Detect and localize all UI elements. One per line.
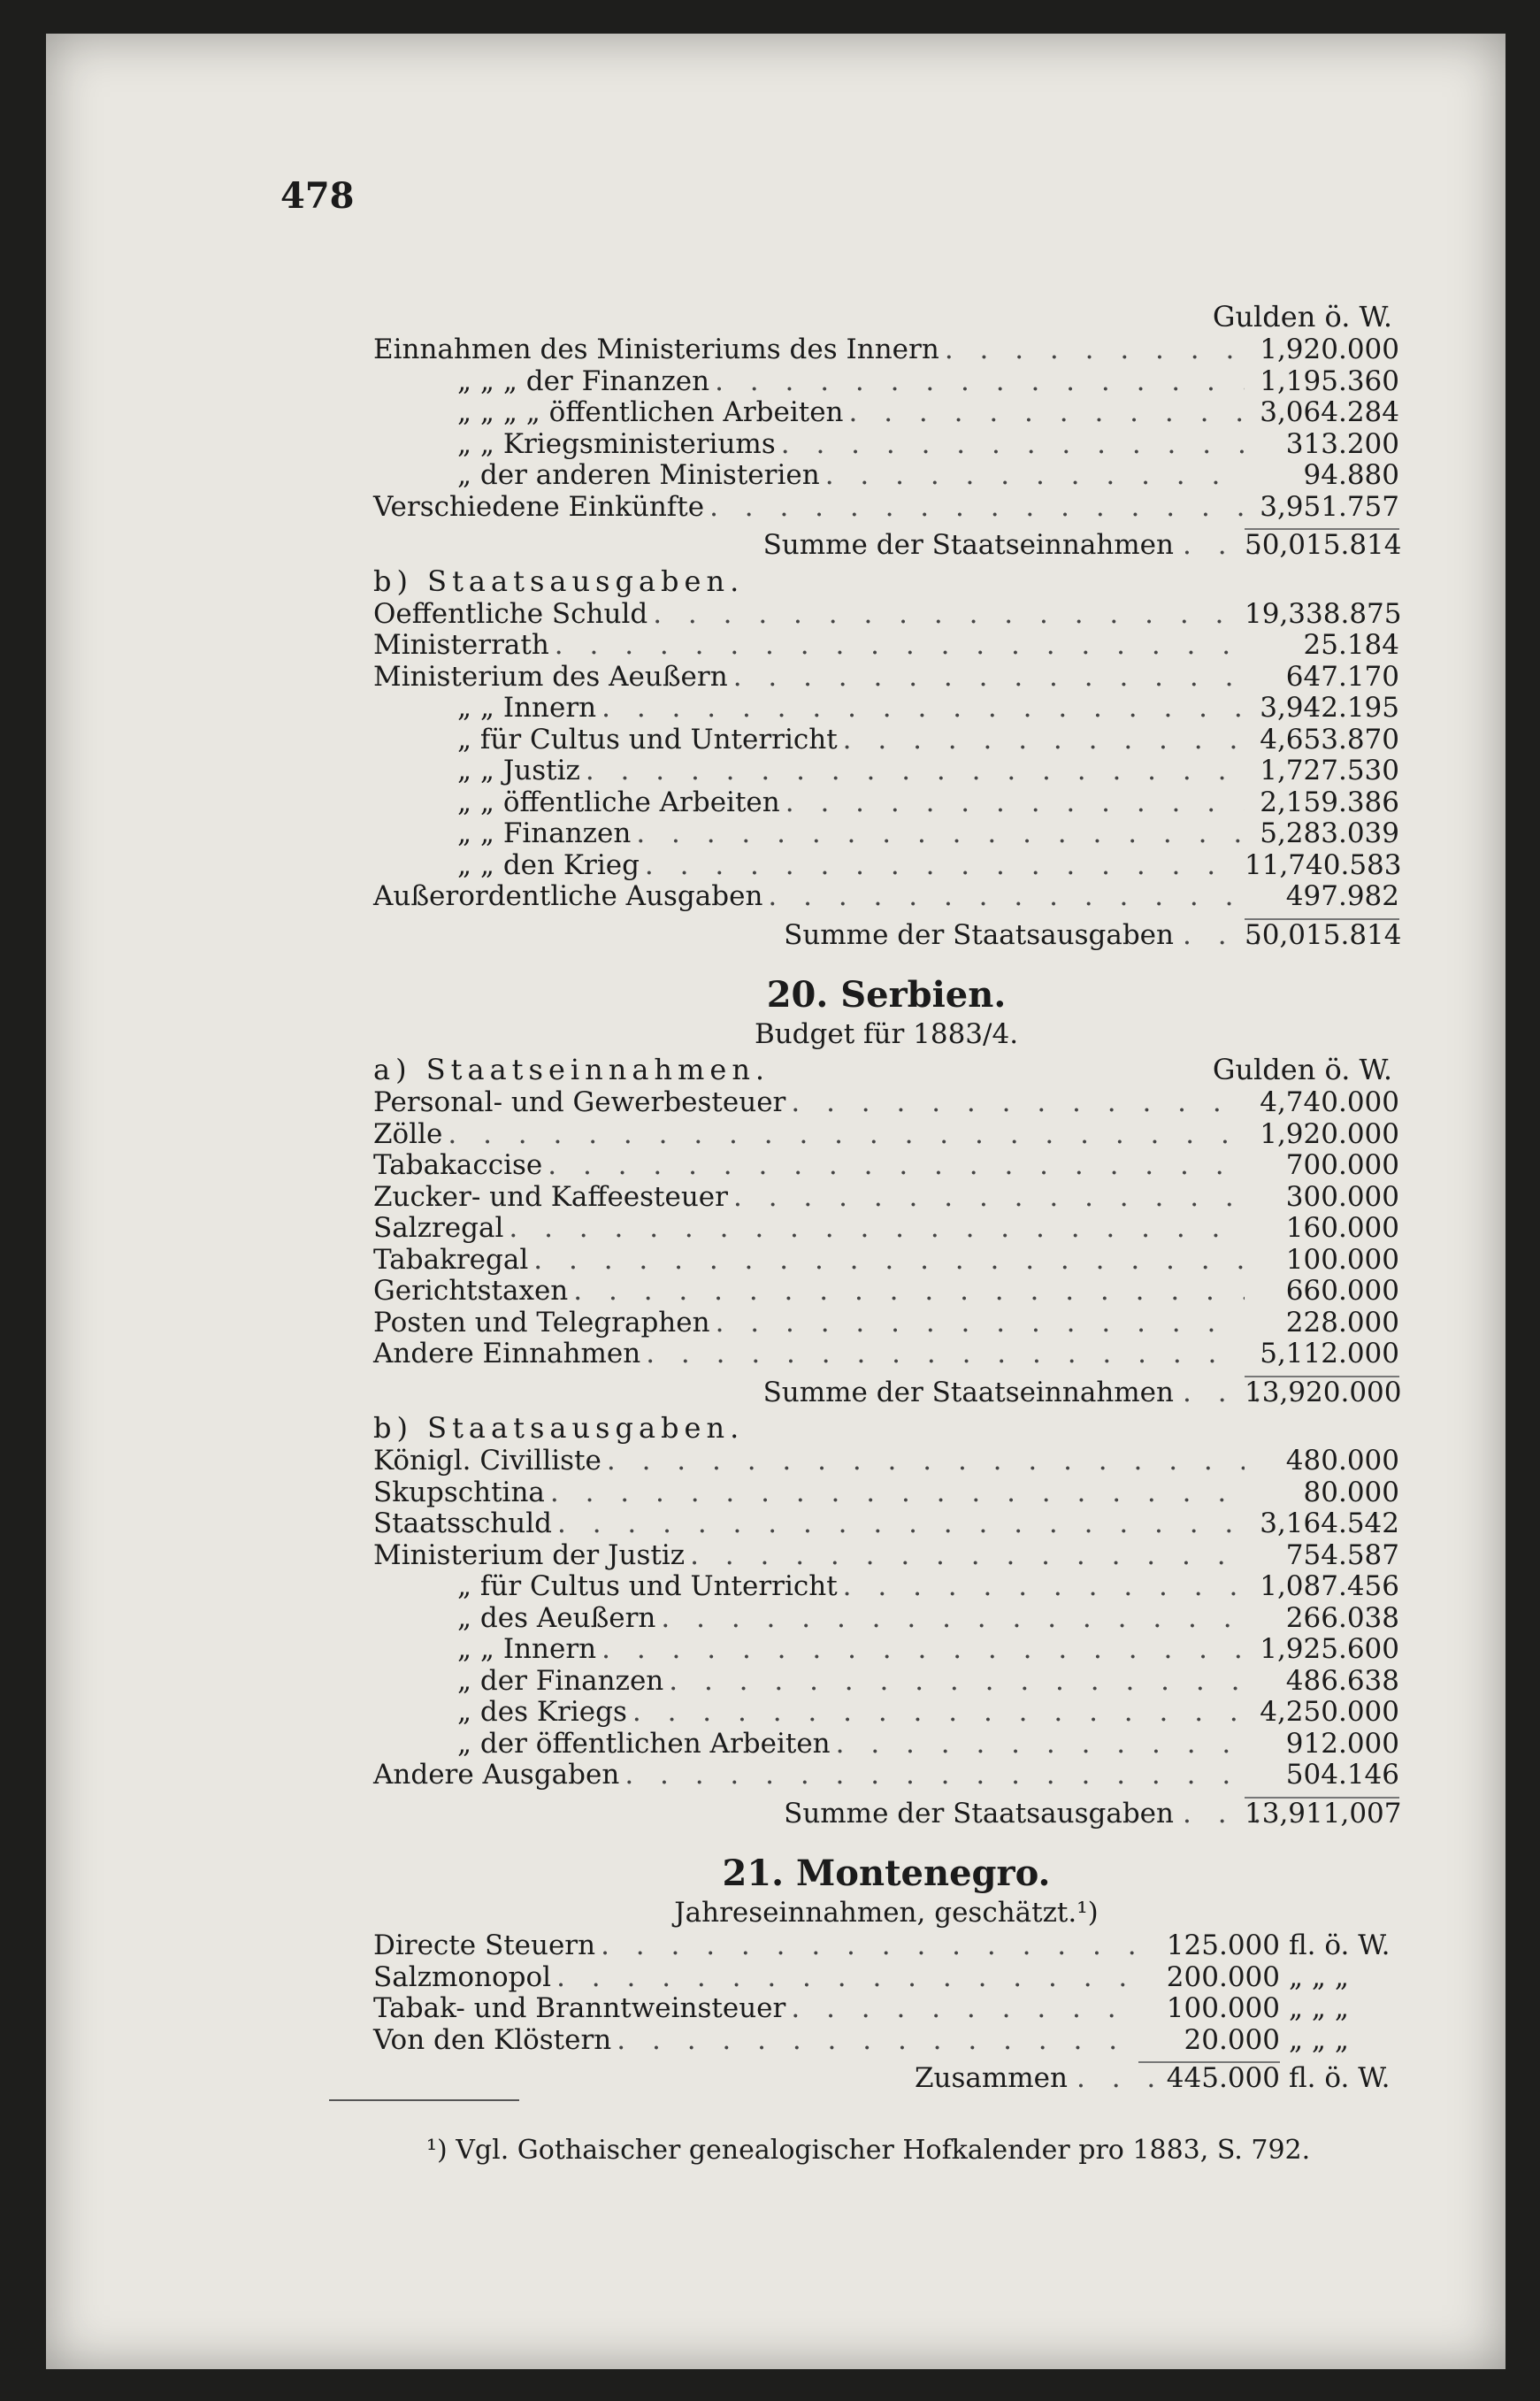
leader-dots (820, 460, 1245, 492)
sum-label: Summe der Staatsausgaben (784, 1797, 1174, 1830)
row-value: 266.038 (1285, 1601, 1399, 1634)
leader-dots (762, 881, 1245, 913)
sum-label: Summe der Staatsausgaben (784, 918, 1174, 951)
table-row (373, 630, 1399, 662)
table-row (373, 1119, 1399, 1151)
leader-dots (596, 1634, 1245, 1666)
leader-dots (549, 630, 1245, 662)
row-value: 5,283.039 (1260, 817, 1399, 849)
serbia-expense-list (373, 1446, 1399, 1791)
leader-dots (627, 1697, 1245, 1729)
leader-dots: . . . (1183, 918, 1271, 951)
row-value: 5,112.000 (1260, 1338, 1399, 1369)
leader-dots (785, 1993, 1138, 2025)
table-row (373, 397, 1399, 429)
scanned-page (46, 34, 1506, 2369)
table-row (373, 1150, 1399, 1182)
page-content (373, 299, 1402, 2094)
row-value: 3,951.757 (1260, 490, 1399, 523)
table-row (373, 1993, 1399, 2025)
leader-dots (611, 2025, 1138, 2057)
row-value: 100.000 (1285, 1243, 1399, 1276)
row-value: 11,740.583 (1245, 848, 1402, 881)
row-label: Ministerium der Justiz (373, 1538, 686, 1571)
table-row (373, 366, 1399, 398)
row-label: Außerordentliche Ausgaben (373, 880, 763, 912)
table-row (373, 1634, 1399, 1666)
leader-dots (545, 1477, 1245, 1509)
row-value: 100.000 (1166, 1992, 1280, 2024)
leader-dots (631, 818, 1245, 850)
leader-dots (831, 1729, 1245, 1760)
table-row (373, 2025, 1399, 2057)
serbia-heading: 20. Serbien. (766, 974, 1007, 1016)
table-row (373, 1087, 1399, 1119)
serbia-income-header (373, 1052, 1399, 1087)
row-value: 160.000 (1285, 1212, 1399, 1244)
row-label: „ für Cultus und Unterricht (457, 1570, 838, 1602)
row-label: „ „ Kriegsministeriums (457, 427, 776, 460)
row-label: Tabakregal (373, 1243, 529, 1276)
montenegro-heading: 21. Montenegro. (722, 1853, 1051, 1894)
table-row (373, 818, 1399, 850)
sum-label: Summe der Staatseinnahmen (762, 1376, 1174, 1408)
table-row (373, 1213, 1399, 1245)
table-row (373, 662, 1399, 694)
row-label: „ der öffentlichen Arbeiten (457, 1727, 831, 1760)
row-label: Ministerium des Aeußern (373, 660, 728, 693)
table-row (373, 725, 1399, 756)
row-value: 125.000 (1166, 1929, 1280, 1961)
row-value: 1,195.360 (1260, 364, 1399, 397)
leader-dots (710, 1308, 1245, 1339)
serbia-expense-sum-row (373, 1797, 1402, 1830)
row-label: Directe Steuern (373, 1929, 596, 1961)
top-expense-title: b) Staatsausgaben. (373, 564, 745, 598)
table-row (373, 597, 1402, 631)
leader-dots (442, 1119, 1245, 1151)
row-label: Staatsschuld (373, 1507, 552, 1539)
leader-dots (647, 599, 1245, 631)
leader-dots (601, 1446, 1245, 1477)
row-label: „ „ den Krieg (457, 848, 640, 881)
leader-dots (551, 1962, 1138, 1994)
leader-dots (844, 397, 1245, 429)
footnote-rule (329, 2099, 519, 2101)
row-value: 1,925.600 (1260, 1633, 1399, 1665)
row-value: 1,920.000 (1260, 1117, 1399, 1150)
row-label: Salzregal (373, 1212, 504, 1244)
total-label: Zusammen (915, 2062, 1068, 2094)
row-label: „ „ Innern (457, 1633, 597, 1665)
leader-dots (728, 1182, 1245, 1214)
leader-dots (838, 725, 1245, 756)
montenegro-list (373, 1930, 1399, 2056)
table-row (373, 429, 1399, 461)
leader-dots (780, 787, 1245, 819)
table-row (373, 1729, 1399, 1760)
row-unit: „ „ „ (1289, 1992, 1349, 2024)
leader-dots (528, 1245, 1245, 1277)
row-value: 94.880 (1303, 459, 1399, 491)
leader-dots (709, 366, 1245, 398)
row-label: Zucker- und Kaffeesteuer (373, 1180, 728, 1213)
row-value: 486.638 (1285, 1664, 1399, 1697)
table-row (373, 1760, 1399, 1791)
leader-dots (596, 693, 1245, 725)
leader-dots (552, 1508, 1245, 1540)
leader-dots (704, 492, 1245, 524)
leader-dots (685, 1540, 1245, 1572)
table-row (373, 1446, 1399, 1477)
row-value: 3,942.195 (1260, 692, 1399, 724)
leader-dots (776, 429, 1245, 461)
sum-value: 13,920.000 (1245, 1376, 1402, 1408)
leader-dots (568, 1276, 1245, 1308)
row-label: Verschiedene Einkünfte (373, 490, 705, 523)
row-value: 504.146 (1285, 1759, 1399, 1791)
row-value: 80.000 (1303, 1476, 1399, 1508)
row-value: 912.000 (1285, 1727, 1399, 1760)
leader-dots (785, 1087, 1245, 1119)
top-expense-sum-row (373, 918, 1402, 951)
table-row (373, 460, 1399, 492)
row-label: Personal- und Gewerbesteuer (373, 1086, 786, 1118)
serbia-subheading: Budget für 1883/4. (754, 1018, 1019, 1050)
leader-dots (640, 1339, 1245, 1370)
table-row (373, 787, 1399, 819)
montenegro-total-row (373, 2061, 1399, 2093)
table-row (373, 881, 1399, 913)
leader-dots (503, 1213, 1245, 1245)
row-value: 1,727.530 (1260, 755, 1399, 786)
row-value: 4,653.870 (1260, 723, 1399, 756)
row-value: 1,087.456 (1260, 1570, 1399, 1602)
row-value: 754.587 (1285, 1538, 1399, 1571)
table-row (373, 1182, 1399, 1214)
row-value: 228.000 (1285, 1306, 1399, 1339)
row-label: Posten und Telegraphen (373, 1306, 710, 1339)
table-row (373, 1666, 1399, 1698)
row-label: „ des Kriegs (457, 1696, 627, 1728)
table-row (373, 334, 1399, 366)
serbia-income-sum-row (373, 1376, 1402, 1408)
row-label: „ „ öffentliche Arbeiten (457, 786, 780, 818)
leader-dots (838, 1571, 1245, 1603)
row-value: 4,740.000 (1260, 1086, 1399, 1118)
row-value: 2,159.386 (1260, 786, 1399, 818)
leader-dots (595, 1930, 1138, 1962)
row-unit: „ „ „ (1289, 1960, 1349, 1993)
table-row (373, 1508, 1399, 1540)
sum-value: 50,015.814 (1245, 918, 1402, 951)
leader-dots (663, 1666, 1245, 1698)
row-value: 480.000 (1285, 1445, 1399, 1477)
page-number: 478 (280, 175, 355, 217)
row-label: Königl. Civilliste (373, 1445, 601, 1477)
leader-dots (728, 662, 1245, 694)
row-label: Einnahmen des Ministeriums des Innern (373, 334, 939, 365)
row-label: „ der anderen Ministerien (457, 459, 820, 491)
table-row (373, 492, 1399, 524)
row-label: Gerichtstaxen (373, 1275, 569, 1307)
serbia-income-list (373, 1087, 1399, 1370)
leader-dots: . . . (1076, 2062, 1165, 2094)
row-value: 20.000 (1184, 2023, 1280, 2056)
top-expense-list (373, 597, 1402, 913)
leader-dots (939, 334, 1245, 366)
row-label: Skupschtina (373, 1476, 545, 1508)
top-income-sum-row (373, 528, 1402, 561)
row-label: Ministerrath (373, 629, 549, 661)
table-row (373, 1603, 1399, 1635)
leader-dots: . . . (1183, 1376, 1271, 1408)
table-row (373, 1962, 1399, 1994)
row-label: Andere Ausgaben (373, 1759, 620, 1791)
leader-dots (640, 850, 1245, 882)
row-label: Von den Klöstern (373, 2023, 612, 2056)
row-unit: „ „ „ (1289, 2023, 1349, 2056)
total-value: 445.000 (1138, 2061, 1280, 2095)
top-income-list (373, 334, 1399, 523)
serbia-expense-title: b) Staatsausgaben. (373, 1411, 745, 1445)
row-value: 4,250.000 (1260, 1696, 1399, 1728)
row-value: 19,338.875 (1245, 597, 1402, 630)
row-label: Salzmonopol (373, 1960, 552, 1993)
row-label: „ des Aeußern (457, 1601, 656, 1634)
sum-value: 13,911,007 (1245, 1797, 1402, 1830)
row-value: 3,164.542 (1260, 1507, 1399, 1539)
leader-dots: . . . (1183, 529, 1271, 561)
footnote: ¹) Vgl. Gothaischer genealogischer Hofkalender pro 1883, S. 792. (426, 2135, 1311, 2166)
row-value: 3,064.284 (1260, 396, 1399, 428)
serbia-currency-unit: Gulden ö. W. (1212, 1053, 1392, 1086)
row-label: „ der Finanzen (457, 1664, 664, 1697)
row-label: „ „ Finanzen (457, 817, 632, 849)
row-value: 200.000 (1166, 1960, 1280, 1993)
currency-unit-header: Gulden ö. W. (1212, 300, 1392, 334)
leader-dots (542, 1150, 1245, 1182)
row-value: 313.200 (1285, 427, 1399, 460)
table-row (373, 1930, 1399, 1962)
table-row (373, 1339, 1399, 1370)
row-label: Oeffentliche Schuld (373, 597, 648, 630)
leader-dots (580, 756, 1245, 787)
sum-value: 50,015.814 (1245, 529, 1402, 561)
leader-dots (655, 1603, 1245, 1635)
table-row (373, 848, 1402, 882)
row-label: Zölle (373, 1117, 443, 1150)
sum-label: Summe der Staatseinnahmen (762, 529, 1174, 561)
row-value: 660.000 (1285, 1275, 1399, 1307)
table-row (373, 1477, 1399, 1509)
table-row (373, 1308, 1399, 1339)
row-value: 647.170 (1285, 660, 1399, 693)
serbia-income-title: a) Staatseinnahmen. (373, 1053, 770, 1086)
total-unit: fl. ö. W. (1289, 2062, 1391, 2094)
table-row (373, 1540, 1399, 1572)
row-label: Tabak- und Branntweinsteuer (373, 1992, 786, 2024)
table-row (373, 1571, 1399, 1603)
row-label: „ „ Justiz (457, 755, 580, 786)
leader-dots (619, 1760, 1245, 1791)
row-label: „ für Cultus und Unterricht (457, 723, 838, 756)
row-label: „ „ Innern (457, 692, 597, 724)
leader-dots: . . . (1183, 1797, 1271, 1830)
row-unit: fl. ö. W. (1289, 1929, 1391, 1961)
table-row (373, 1697, 1399, 1729)
row-value: 25.184 (1303, 629, 1399, 661)
row-label: „ „ „ der Finanzen (457, 364, 710, 397)
row-value: 1,920.000 (1260, 334, 1399, 365)
row-value: 300.000 (1285, 1180, 1399, 1213)
row-label: Andere Einnahmen (373, 1338, 641, 1369)
montenegro-subheading: Jahreseinnahmen, geschätzt.¹) (674, 1897, 1099, 1929)
table-row (373, 693, 1399, 725)
row-label: Tabakaccise (373, 1149, 543, 1181)
row-value: 700.000 (1285, 1149, 1399, 1181)
row-label: „ „ „ „ öffentlichen Arbeiten (457, 396, 844, 428)
table-row (373, 1245, 1399, 1277)
row-value: 497.982 (1285, 880, 1399, 912)
table-row (373, 1276, 1399, 1308)
table-row (373, 756, 1399, 787)
